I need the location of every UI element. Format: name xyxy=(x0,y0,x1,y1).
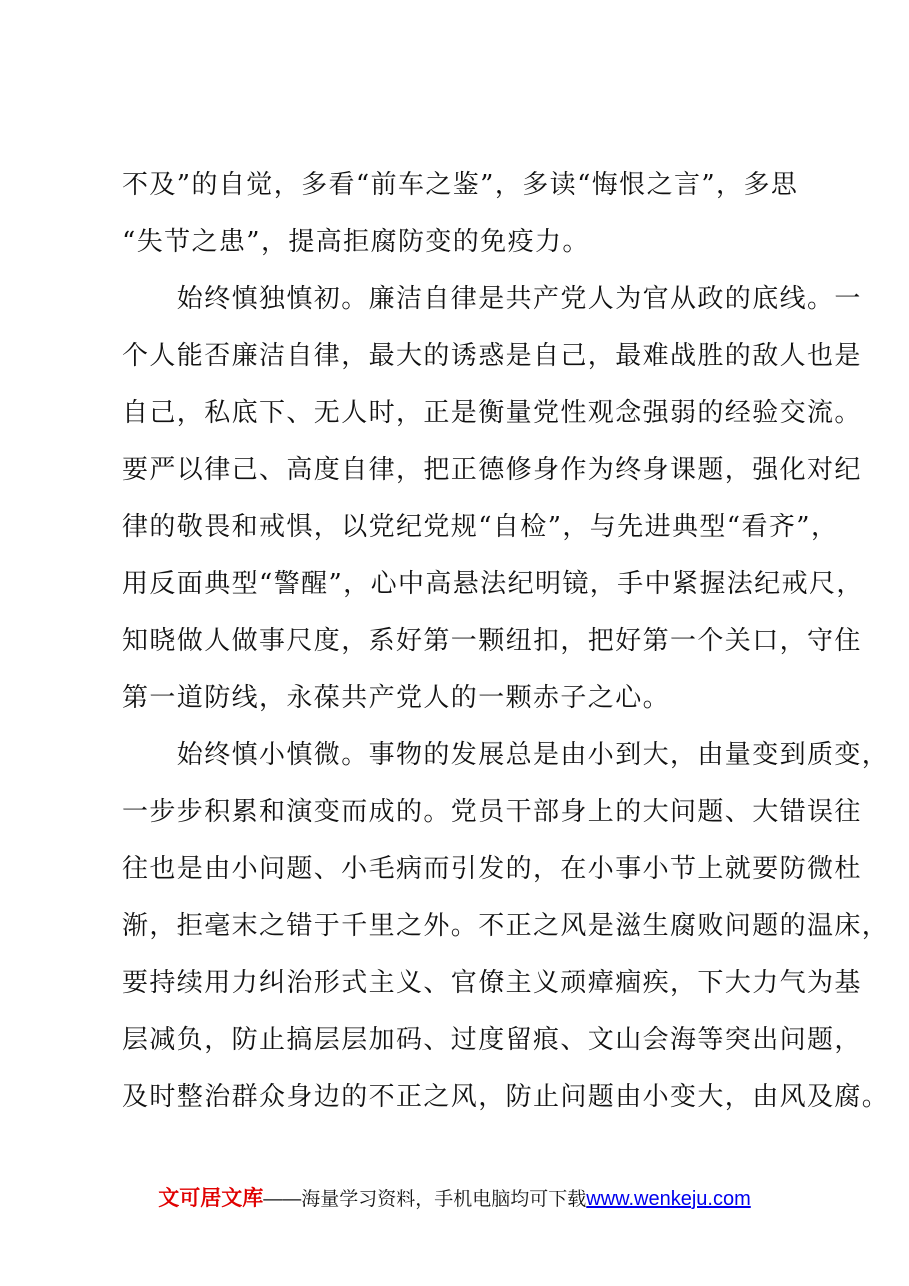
text-line: 层减负，防止搞层层加码、过度留痕、文山会海等突出问题， xyxy=(122,1025,862,1055)
text-line: 要严以律己、高度自律，把正德修身作为终身课题，强化对纪 xyxy=(122,455,862,485)
text-line: 渐，拒毫末之错于千里之外。不正之风是滋生腐败问题的温床， xyxy=(122,911,890,941)
text-line: 一步步积累和演变而成的。党员干部身上的大问题、大错误往 xyxy=(122,797,862,827)
text-line: 要持续用力纠治形式主义、官僚主义顽瘴痼疾，下大力气为基 xyxy=(122,968,862,998)
text-line: 第一道防线，永葆共产党人的一颗赤子之心。 xyxy=(122,683,671,713)
website-link[interactable]: www.wenkeju.com xyxy=(586,1188,751,1210)
text-line: 个人能否廉洁自律，最大的诱惑是自己，最难战胜的敌人也是 xyxy=(122,341,862,371)
text-line: 用反面典型“警醒”，心中高悬法纪明镜，手中紧握法纪戒尺， xyxy=(122,569,864,599)
text-line: 知晓做人做事尺度，系好第一颗纽扣，把好第一个关口，守住 xyxy=(122,626,862,656)
text-line: 及时整治群众身边的不正之风，防止问题由小变大，由风及腐。 xyxy=(122,1082,890,1112)
text-line: “失节之患”，提高拒腐防变的免疫力。 xyxy=(122,227,590,257)
text-line: 往也是由小问题、小毛病而引发的，在小事小节上就要防微杜 xyxy=(122,854,862,884)
footer-tagline: ——海量学习资料，手机电脑均可下载 xyxy=(263,1189,587,1210)
paragraph-start-line: 始终慎小慎微。事物的发展总是由小到大，由量变到质变， xyxy=(122,740,890,770)
text-line: 不及”的自觉，多看“前车之鉴”，多读“悔恨之言”，多思 xyxy=(122,170,799,200)
paragraph-start-line: 始终慎独慎初。廉洁自律是共产党人为官从政的底线。一 xyxy=(122,284,862,314)
text-line: 律的敬畏和戒惧，以党纪党规“自检”，与先进典型“看齐”， xyxy=(122,512,839,542)
footer-banner xyxy=(0,1182,909,1212)
brand-name: 文可居文库 xyxy=(158,1187,264,1210)
text-line: 自己，私底下、无人时，正是衡量党性观念强弱的经验交流。 xyxy=(122,398,862,428)
